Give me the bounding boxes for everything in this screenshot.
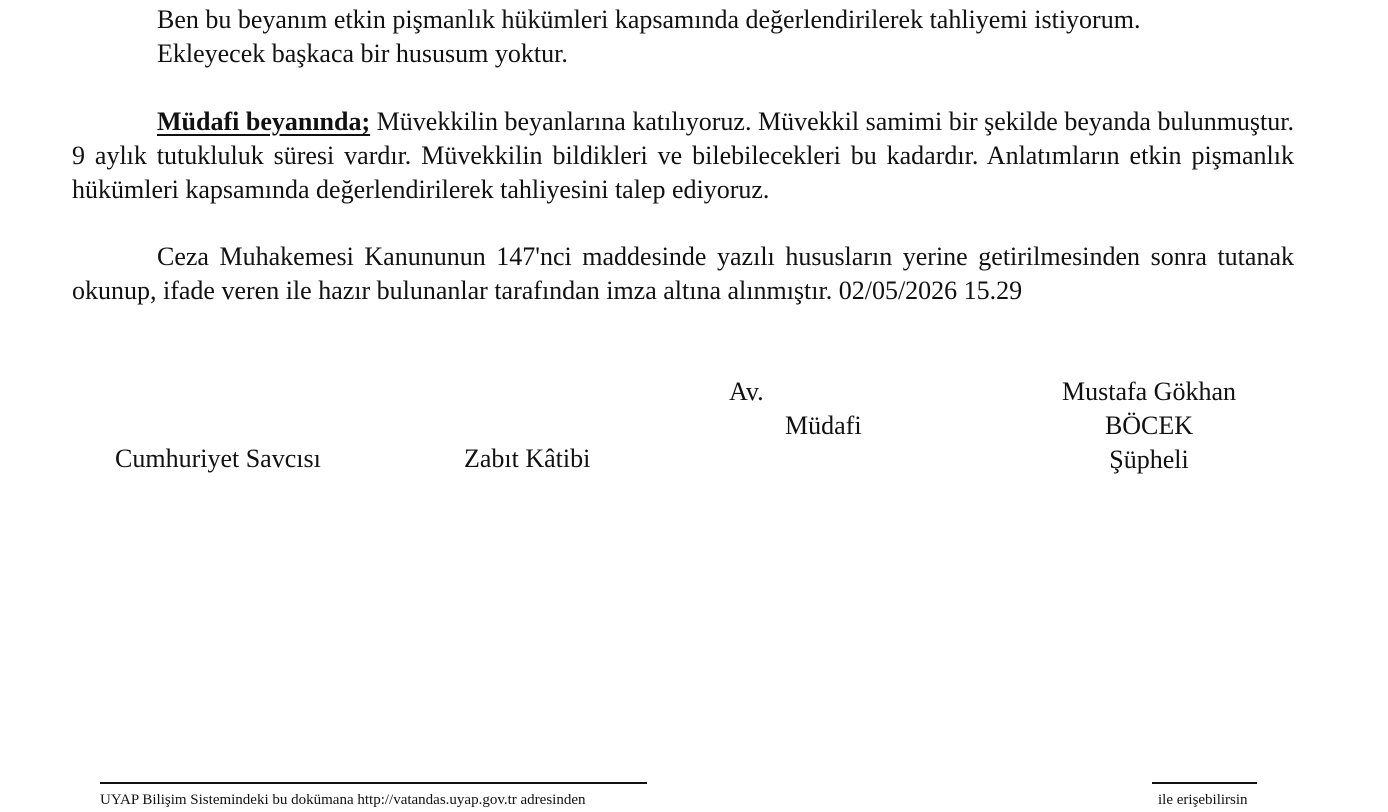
signature-lawyer-role: Müdafi bbox=[785, 411, 862, 440]
signature-suspect-role: Şüpheli bbox=[1109, 445, 1189, 474]
footer-uyap-link-text: UYAP Bilişim Sistemindeki bu dokümana http://vatandas.uyap.gov.tr adresinden bbox=[100, 792, 586, 808]
signature-lawyer-title: Av. bbox=[729, 377, 764, 406]
signature-prosecutor: Cumhuriyet Savcısı bbox=[115, 444, 321, 473]
defense-statement-label: Müdafi beyanında; bbox=[157, 107, 371, 136]
closing-paragraph: Ceza Muhakemesi Kanununun 147'nci maddesinde yazılı hususların yerine getirilmesinden sonra tutanak okunup, ifade veren ile hazır bulunanlar tarafından imza altına alınmıştır. 02/05/2026 15.29 bbox=[72, 242, 1294, 305]
footer-rule-right bbox=[1152, 782, 1257, 784]
signature-suspect-name-1: Mustafa Gökhan bbox=[1061, 377, 1236, 406]
signature-suspect-name-2: BÖCEK bbox=[1104, 411, 1194, 440]
defense-statement-text: Müvekkilin beyanlarına katılıyoruz. Müvekkil samimi bir şekilde beyanda bulunmuştur. 9 aylık tutukluluk süresi vardır. Müvekkilin bildikleri ve bilebilecekleri bu kadardır. Anlatımların etkin pişmanlık hükümleri kapsamında değerlendirilerek tahliyesini talep ediyoruz. bbox=[72, 107, 1294, 204]
statement-line-2: Ekleyecek başkaca bir hususum yoktur. bbox=[157, 39, 568, 68]
footer-rule-left bbox=[100, 782, 647, 784]
footer-access-text: ile erişebilirsin bbox=[1158, 792, 1248, 808]
signature-clerk: Zabıt Kâtibi bbox=[464, 444, 591, 473]
defense-statement-paragraph bbox=[72, 105, 1294, 207]
statement-line-1: Ben bu beyanım etkin pişmanlık hükümleri kapsamında değerlendirilerek tahliyemi istiyorum. bbox=[157, 5, 1141, 34]
